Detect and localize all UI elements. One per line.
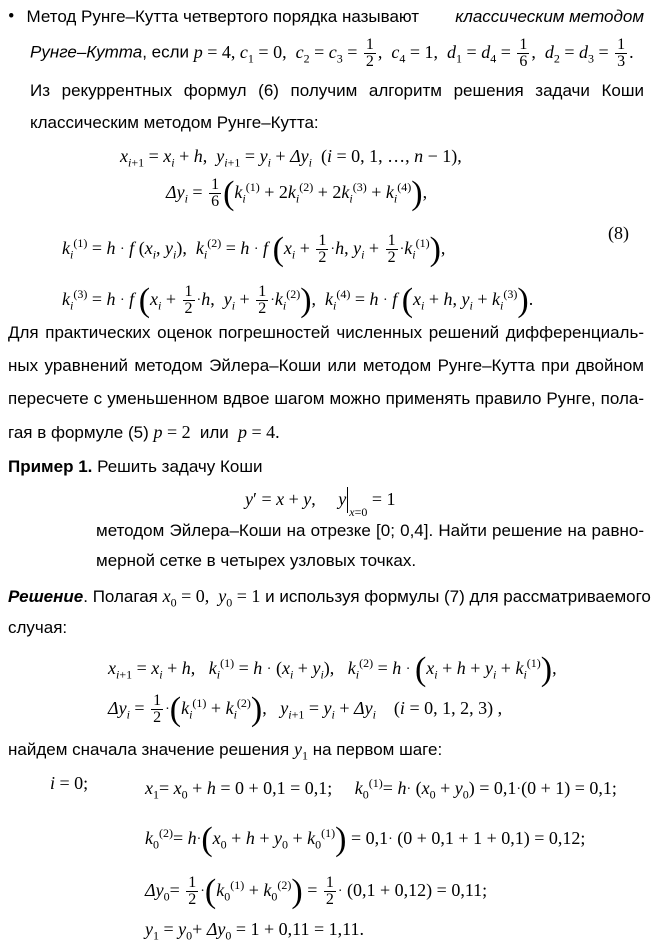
intro-line-2: классическим методом Рунге–Кутта: <box>30 113 319 132</box>
example-label: Пример 1. <box>8 457 93 476</box>
formula-scheme-2: $\Delta y_i$ = $\frac{1}{2}$ $\cdot(k_i^{(1)} + k_i^{(2)})$, $y_{i+1} = y_i + \Delta y_i$ (i = 0, 1, 2, 3) , <box>108 690 503 728</box>
rule-line-3: пересчете с уменьшенном вдвое шагом можно применять правило Рунге, пола- <box>8 389 644 408</box>
example-method-line-1: методом Эйлера–Коши на отрезке [0; 0,4]. Найти решение на равно- <box>96 521 644 540</box>
rule-line-4-text: гая в формуле (5) <box>8 423 154 442</box>
step-y1: $y_1 = y_0+ \Delta y_0 = 1 + 0,11 = 1,11$. <box>145 919 364 943</box>
solution-line-1: Решение. Полагая $x_0 = 0$, $y_0 = 1$ и используя формулы (7) для рассматриваемого <box>8 586 651 610</box>
formula-delta-y: $\Delta y_i$ = $\frac{1}{6}$ $(k_i^{(1)} + 2k_i^{(2)} + 2k_i^{(3)} + k_i^{(4)})$, <box>166 174 428 212</box>
formula-k3-k4: $k_i^{(3)} = h \cdot f$ ($x_i$ + $\frac{1}{2}$ ·h, $y_i$ + $\frac{1}{2}$ $\cdot k_i^{(2)}$), $k_i^{(4)} = h \cdot f$ ($x_i + h$, $y_i + k_i^{(3)}$). <box>62 281 534 319</box>
step-index: i = 0; <box>50 773 89 793</box>
solution-label: Решение <box>8 587 84 606</box>
bullet-line <box>8 6 644 28</box>
formula-x-y: $x_{i+1} = x_i + h$, $y_{i+1} = y_i + \Delta y_i$ (i = 0, 1, …, n − 1), <box>120 146 462 170</box>
bullet-line-2 <box>30 37 634 70</box>
rule-line-4: гая в формуле (5) p = 2 или p = 4. <box>8 422 280 442</box>
bullet-italic: классическим методом <box>455 7 644 26</box>
bullet-text: Метод Рунге–Кутта четвертого порядка называют <box>26 7 420 26</box>
step-x1-k1: $x_1= x_0 + h = 0 + 0,1 = 0,1$; $k_0^{(1)}= h\cdot (x_0 + y_0) = 0,1\cdot(0 + 1) = 0,1$; <box>145 776 617 802</box>
step-k2: $k_0^{(2)}= h\cdot(x_0 + h + y_0 + k_0^{(1)}) = 0,1\cdot (0 + 0,1 + 1 + 0,1) = 0,12$; <box>145 820 586 858</box>
example-method-line-2: мерной сетке в четырех узловых точках. <box>96 551 417 570</box>
example-task: Решить задачу Коши <box>92 457 263 476</box>
first-step-text: найдем сначала значение решения <box>8 740 294 759</box>
formula-k1-k2: $k_i^{(1)} = h \cdot f$ ($x_i$, $y_i$), $k_i^{(2)} = h \cdot f$ ($x_i$ + $\frac{1}{2}$ ·h, $y_i$ + $\frac{1}{2}$ $\cdot k_i^{(1)}$), <box>62 230 446 268</box>
step-delta-y0: $\Delta y_0=$ $\frac{1}{2}$ $\cdot(k_0^{(1)} + k_0^{(2)})$ = $\frac{1}{2}$ · (0,1 + 0,12) = 0,11; <box>145 872 488 910</box>
rk-coefficients: p = 4, $c_1 = 0$, $c_2 = c_3$ = $\frac{1}{2}$ , $c_4 = 1$, $d_1 = d_4$ = $\frac{1}{6}$ , $d_2 = d_3$ = $\frac{1}{3}$ . <box>193 36 634 70</box>
bullet-glyph: • <box>8 7 15 27</box>
formula-scheme-1: $x_{i+1} = x_i + h$, $k_i^{(1)} = h \cdot (x_i + y_i)$, $k_i^{(2)} = h \cdot (x_i + h + y_i + k_i^{(1)})$, <box>108 650 557 688</box>
first-step-tail: на первом шаге: <box>307 740 443 759</box>
rule-line-2: ных уравнений методом Эйлера–Коши или методом Рунге–Кутта при двойном <box>8 356 644 375</box>
solution-text-a: . Полагая <box>83 587 163 606</box>
rule-line-1: Для практических оценок погрешностей численных решений дифференциаль- <box>8 323 644 342</box>
intro-line-1: Из рекуррентных формул (6) получим алгоритм решения задачи Коши <box>30 81 644 100</box>
equation-number: (8) <box>608 223 629 243</box>
bullet-text-2: , если <box>142 42 194 62</box>
example-heading <box>8 456 262 478</box>
first-step-line: найдем сначала значение решения $y_1$ на первом шаге: <box>8 739 443 763</box>
solution-line-2: случая: <box>8 618 68 637</box>
solution-text-b: и используя формулы (7) для рассматриваемого <box>260 587 651 606</box>
bullet-italic-2: Рунге–Кутта <box>30 42 143 62</box>
cauchy-problem: y′ = x + y, $y_{x=0} = 1$ <box>245 489 396 519</box>
